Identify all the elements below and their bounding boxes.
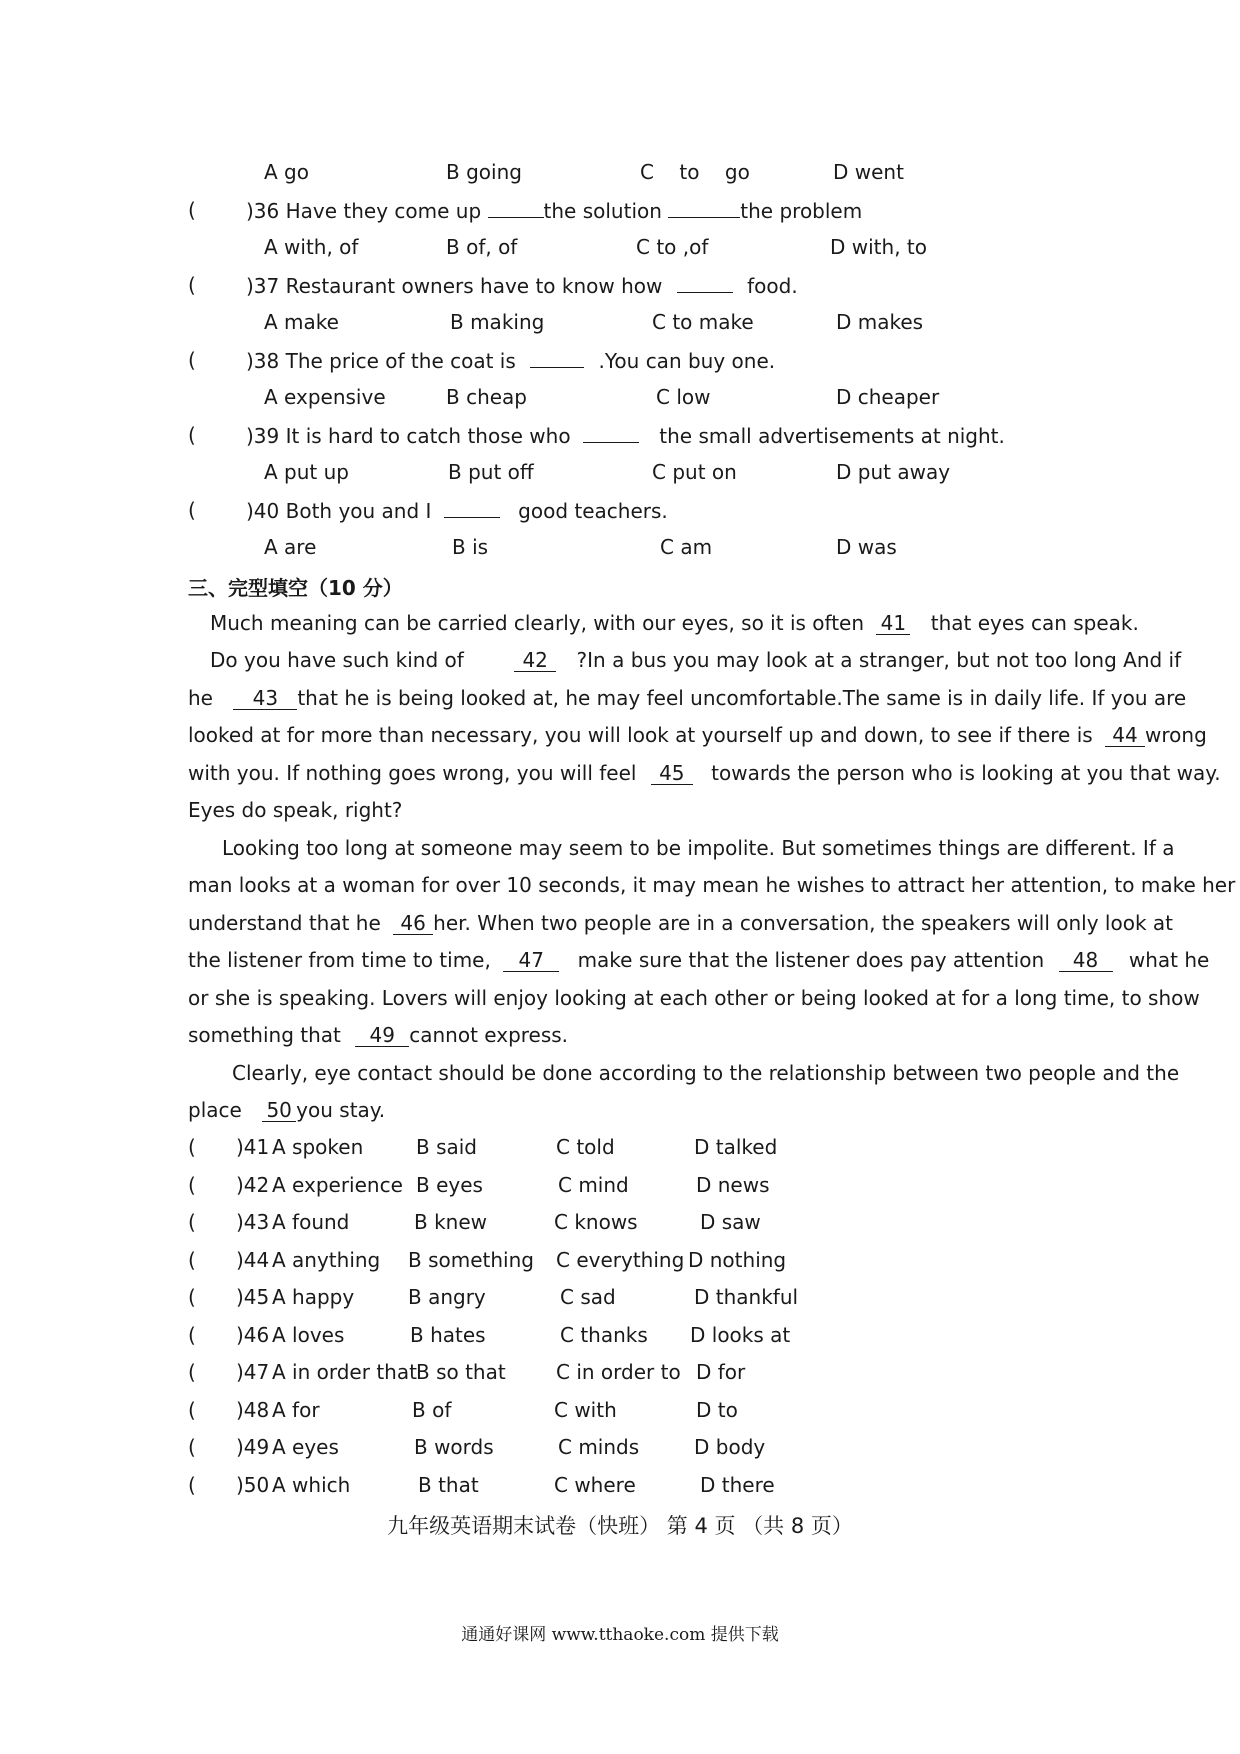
option-c: C knows [554, 1210, 638, 1234]
question-number: )49 [236, 1435, 270, 1459]
answer-blank[interactable] [583, 442, 639, 443]
option-b: B so that [416, 1360, 506, 1384]
answer-paren: ( [188, 273, 196, 297]
option-c: C minds [558, 1435, 640, 1459]
option-a: A for [272, 1398, 320, 1422]
passage-line: understand that he 46 her. When two people are in a conversation, the speakers will only look at [188, 911, 1173, 935]
passage-line: or she is speaking. Lovers will enjoy looking at each other or being looked at for a long time, to show [188, 986, 1200, 1010]
answer-paren: ( [188, 198, 196, 222]
q38-option-a: A expensive [264, 385, 386, 409]
answer-blank[interactable] [444, 517, 500, 518]
passage-blank-45[interactable]: 45 [651, 762, 693, 785]
question-number: )47 [236, 1360, 270, 1384]
option-a: A experience [272, 1173, 403, 1197]
q39-option-c: C put on [652, 460, 737, 484]
answer-blank[interactable] [677, 292, 733, 293]
passage-blank-49[interactable]: 49 [355, 1024, 409, 1047]
option-a: A loves [272, 1323, 345, 1347]
question-number: )46 [236, 1323, 270, 1347]
question-40-stem: )40 Both you and I good teachers. [246, 499, 668, 523]
question-number: )43 [236, 1210, 270, 1234]
option-b: B words [414, 1435, 494, 1459]
q40-option-d: D was [836, 535, 897, 559]
passage-line: Do you have such kind of 42 ?In a bus you may look at a stranger, but not too long And if [210, 648, 1182, 672]
option-d: D saw [700, 1210, 761, 1234]
option-d: D talked [694, 1135, 778, 1159]
q37-option-c: C to make [652, 310, 754, 334]
passage-line: place 50 you stay. [188, 1098, 386, 1122]
q35-option-a: A go [264, 160, 309, 184]
passage-blank-42[interactable]: 42 [514, 649, 556, 672]
download-source: 通通好课网 www.tthaoke.com 提供下载 [461, 1625, 779, 1645]
option-d: D there [700, 1473, 775, 1497]
answer-paren: ( [188, 423, 196, 447]
passage-line: looked at for more than necessary, you will look at yourself up and down, to see if there is 44 wrong [188, 723, 1207, 747]
answer-paren: ( [188, 1435, 196, 1459]
answer-paren: ( [188, 1135, 196, 1159]
passage-blank-43[interactable]: 43 [233, 687, 297, 710]
answer-paren: ( [188, 1473, 196, 1497]
q38-option-b: B cheap [446, 385, 528, 409]
option-a: A spoken [272, 1135, 364, 1159]
option-c: C in order to [556, 1360, 681, 1384]
option-b: B knew [414, 1210, 487, 1234]
option-b: B hates [410, 1323, 486, 1347]
passage-line: Looking too long at someone may seem to be impolite. But sometimes things are different. If a [222, 836, 1175, 860]
answer-blank[interactable] [488, 217, 544, 218]
option-d: D nothing [688, 1248, 787, 1272]
q39-option-b: B put off [448, 460, 534, 484]
option-c: C with [554, 1398, 617, 1422]
question-39-stem: )39 It is hard to catch those who the small advertisements at night. [246, 424, 1005, 448]
option-d: D looks at [690, 1323, 791, 1347]
q37-option-b: B making [450, 310, 545, 334]
option-d: D to [696, 1398, 738, 1422]
question-number: )41 [236, 1135, 270, 1159]
passage-blank-47[interactable]: 47 [503, 949, 559, 972]
option-a: A in order that [272, 1360, 417, 1384]
passage-blank-46[interactable]: 46 [393, 912, 433, 935]
option-a: A anything [272, 1248, 381, 1272]
q40-option-c: C am [660, 535, 713, 559]
option-b: B angry [408, 1285, 486, 1309]
passage-line: the listener from time to time, 47 make sure that the listener does pay attention 48 what he [188, 948, 1210, 972]
answer-paren: ( [188, 1248, 196, 1272]
passage-blank-44[interactable]: 44 [1105, 724, 1145, 747]
question-number: )42 [236, 1173, 270, 1197]
q35-option-c: C to go [640, 160, 750, 184]
q35-option-d: D went [833, 160, 904, 184]
answer-blank[interactable] [668, 217, 740, 218]
q38-option-c: C low [656, 385, 711, 409]
option-c: C thanks [560, 1323, 648, 1347]
question-36-stem: )36 Have they come up the solution the problem [246, 199, 863, 223]
passage-line: something that 49 cannot express. [188, 1023, 569, 1047]
q36-option-a: A with, of [264, 235, 359, 259]
q40-option-a: A are [264, 535, 317, 559]
q36-option-b: B of, of [446, 235, 518, 259]
answer-paren: ( [188, 348, 196, 372]
question-38-stem: )38 The price of the coat is .You can buy one. [246, 349, 776, 373]
option-b: B said [416, 1135, 478, 1159]
q35-option-b: B going [446, 160, 522, 184]
answer-paren: ( [188, 1210, 196, 1234]
question-number: )44 [236, 1248, 270, 1272]
passage-blank-48[interactable]: 48 [1059, 949, 1113, 972]
passage-line: with you. If nothing goes wrong, you will feel 45 towards the person who is looking at you that way. [188, 761, 1221, 785]
answer-paren: ( [188, 1398, 196, 1422]
passage-line: Much meaning can be carried clearly, with our eyes, so it is often 41 that eyes can speak. [210, 611, 1139, 635]
q39-option-a: A put up [264, 460, 349, 484]
option-a: A which [272, 1473, 351, 1497]
option-c: C mind [558, 1173, 629, 1197]
answer-paren: ( [188, 1285, 196, 1309]
q37-option-a: A make [264, 310, 339, 334]
question-number: )48 [236, 1398, 270, 1422]
option-b: B that [418, 1473, 479, 1497]
option-c: C everything [556, 1248, 685, 1272]
answer-paren: ( [188, 1323, 196, 1347]
passage-blank-41[interactable]: 41 [876, 612, 910, 635]
question-number: )50 [236, 1473, 270, 1497]
answer-paren: ( [188, 1173, 196, 1197]
option-c: C sad [560, 1285, 616, 1309]
option-a: A eyes [272, 1435, 339, 1459]
option-a: A found [272, 1210, 350, 1234]
page-footer: 九年级英语期末试卷（快班） 第 4 页 （共 8 页） [387, 1514, 853, 1538]
passage-line: he 43 that he is being looked at, he may feel uncomfortable.The same is in daily life. If you are [188, 686, 1187, 710]
option-c: C where [554, 1473, 636, 1497]
q38-option-d: D cheaper [836, 385, 940, 409]
passage-line: Eyes do speak, right? [188, 798, 403, 822]
question-number: )45 [236, 1285, 270, 1309]
q39-option-d: D put away [836, 460, 951, 484]
section-title: 三、完型填空（10 分） [188, 576, 403, 600]
question-37-stem: )37 Restaurant owners have to know how food. [246, 274, 798, 298]
option-a: A happy [272, 1285, 355, 1309]
option-b: B of [412, 1398, 452, 1422]
option-b: B something [408, 1248, 534, 1272]
answer-blank[interactable] [530, 367, 584, 368]
q40-option-b: B is [452, 535, 489, 559]
option-d: D for [696, 1360, 746, 1384]
passage-line: man looks at a woman for over 10 seconds, it may mean he wishes to attract her attention, to make her [188, 873, 1236, 897]
option-d: D news [696, 1173, 770, 1197]
option-d: D body [694, 1435, 766, 1459]
passage-line: Clearly, eye contact should be done according to the relationship between two people and the [232, 1061, 1180, 1085]
passage-blank-50[interactable]: 50 [262, 1099, 296, 1122]
answer-paren: ( [188, 1360, 196, 1384]
option-b: B eyes [416, 1173, 483, 1197]
q36-option-d: D with, to [830, 235, 927, 259]
q36-option-c: C to ,of [636, 235, 709, 259]
answer-paren: ( [188, 498, 196, 522]
q37-option-d: D makes [836, 310, 924, 334]
option-d: D thankful [694, 1285, 799, 1309]
option-c: C told [556, 1135, 615, 1159]
